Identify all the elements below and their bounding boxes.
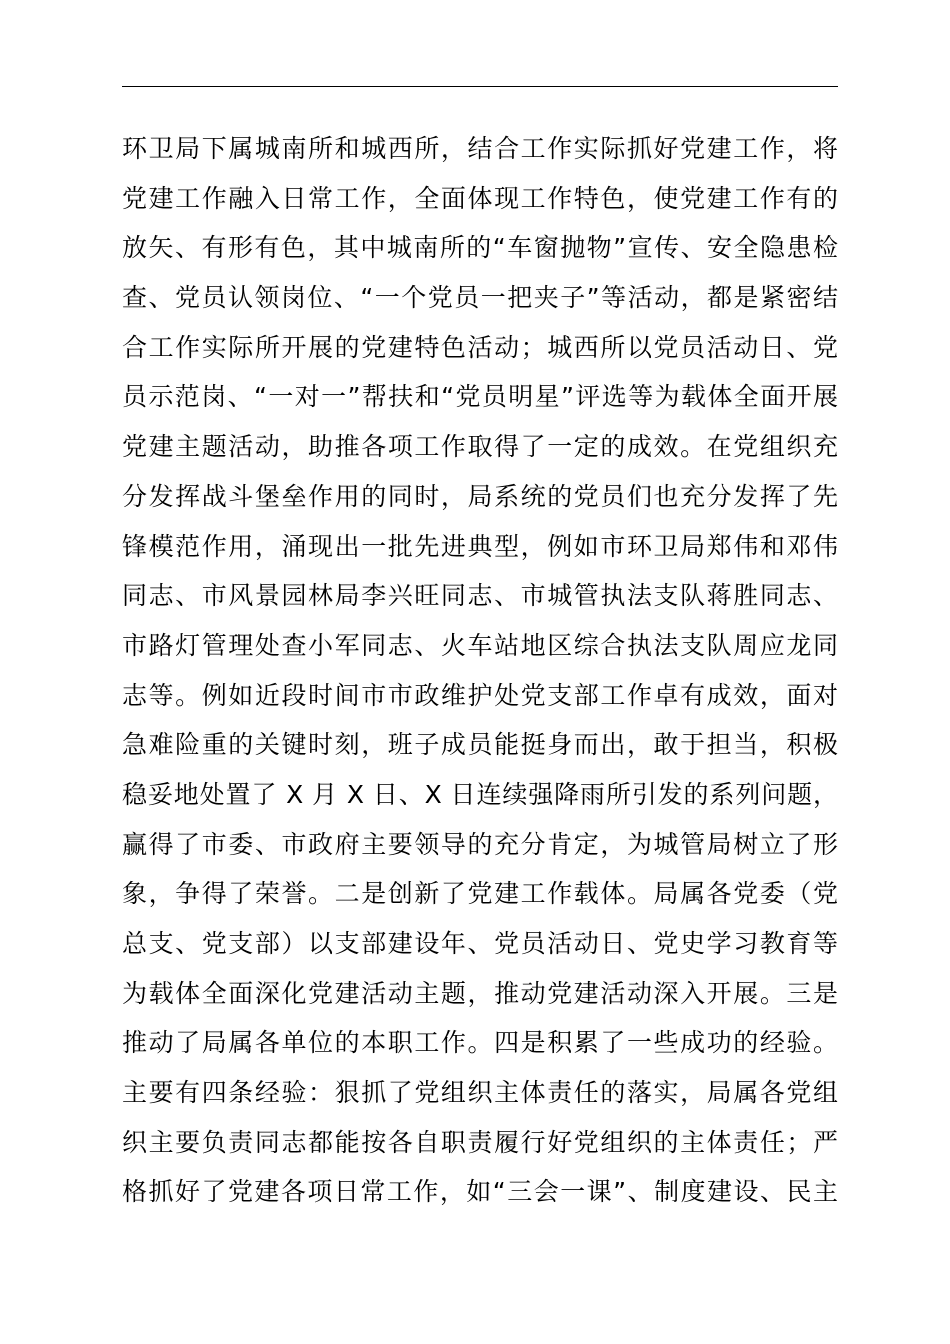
body-paragraph: [122, 124, 838, 1217]
text-line-4: 查、党员认领岗位、“一个党员一把夹子”等活动，都是紧密结: [122, 283, 838, 313]
text-line-3: 放矢、有形有色，其中城南所的“车窗抛物”宣传、安全隐患检: [122, 233, 838, 263]
text-line-19: 推动了局属各单位的本职工作。四是积累了一些成功的经验。: [122, 1028, 838, 1058]
text-line-15: 赢得了市委、市政府主要领导的充分肯定，为城管局树立了形: [122, 829, 838, 859]
text-line-14: 稳妥地处置了 X 月 X 日、X 日连续强降雨所引发的系列问题，: [122, 779, 838, 809]
text-line-16: 象，争得了荣誉。二是创新了党建工作载体。局属各党委（党: [122, 879, 838, 909]
text-line-6: 员示范岗、“一对一”帮扶和“党员明星”评选等为载体全面开展: [122, 382, 838, 412]
header-rule: [122, 86, 838, 87]
text-line-10: 同志、市风景园林局李兴旺同志、市城管执法支队蒋胜同志、: [122, 581, 838, 611]
text-line-11: 市路灯管理处查小军同志、火车站地区综合执法支队周应龙同: [122, 630, 838, 660]
text-line-22: 格抓好了党建各项日常工作，如“三会一课”、制度建设、民主: [122, 1177, 838, 1207]
text-line-20: 主要有四条经验：狠抓了党组织主体责任的落实，局属各党组: [122, 1078, 838, 1108]
text-line-12: 志等。例如近段时间市市政维护处党支部工作卓有成效，面对: [122, 680, 838, 710]
text-line-5: 合工作实际所开展的党建特色活动；城西所以党员活动日、党: [122, 332, 838, 362]
text-line-18: 为载体全面深化党建活动主题，推动党建活动深入开展。三是: [122, 978, 838, 1008]
text-line-2: 党建工作融入日常工作，全面体现工作特色，使党建工作有的: [122, 183, 838, 213]
text-line-7: 党建主题活动，助推各项工作取得了一定的成效。在党组织充: [122, 432, 838, 462]
text-line-21: 织主要负责同志都能按各自职责履行好党组织的主体责任；严: [122, 1127, 838, 1157]
text-line-1: 环卫局下属城南所和城西所，结合工作实际抓好党建工作，将: [122, 134, 838, 163]
text-line-17: 总支、党支部）以支部建设年、党员活动日、党史学习教育等: [122, 929, 838, 958]
text-line-8: 分发挥战斗堡垒作用的同时，局系统的党员们也充分发挥了先: [122, 481, 838, 511]
text-line-9: 锋模范作用，涌现出一批先进典型，例如市环卫局郑伟和邓伟: [122, 531, 838, 561]
text-line-13: 急难险重的关键时刻，班子成员能挺身而出，敢于担当，积极: [122, 730, 838, 760]
